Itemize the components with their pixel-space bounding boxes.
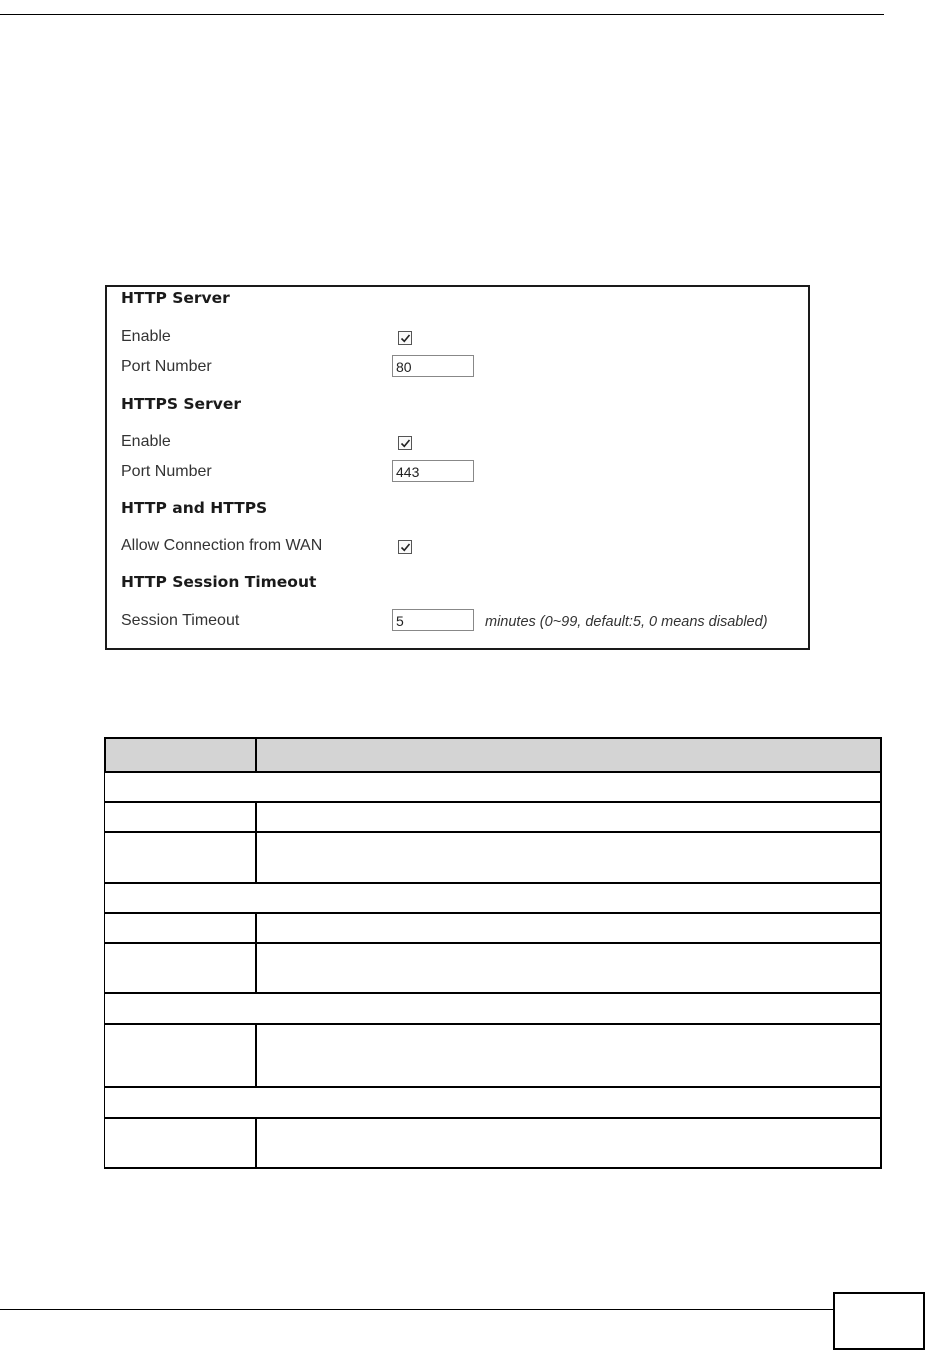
page-number-box xyxy=(833,1292,925,1350)
table-header-row xyxy=(104,737,882,773)
table-row-separator xyxy=(104,882,882,884)
checkmark-icon xyxy=(400,438,411,449)
https-port-input[interactable] xyxy=(392,460,474,482)
http-port-input[interactable] xyxy=(392,355,474,377)
table-header-divider xyxy=(255,737,257,773)
http-enable-checkbox[interactable] xyxy=(398,331,412,345)
http-port-label: Port Number xyxy=(121,358,212,375)
table-column-divider xyxy=(255,1023,257,1088)
allow-wan-checkbox[interactable] xyxy=(398,540,412,554)
table-column-divider xyxy=(255,912,257,994)
session-timeout-input[interactable] xyxy=(392,609,474,631)
header-rule xyxy=(0,14,884,15)
table-row-separator xyxy=(104,1117,882,1119)
http-settings-panel xyxy=(105,285,810,650)
table-row-separator xyxy=(104,831,882,833)
checkmark-icon xyxy=(400,333,411,344)
table-row-separator xyxy=(104,912,882,914)
https-enable-label: Enable xyxy=(121,433,171,450)
http-enable-label: Enable xyxy=(121,328,171,345)
checkmark-icon xyxy=(400,542,411,553)
session-timeout-label: Session Timeout xyxy=(121,612,240,629)
allow-wan-label: Allow Connection from WAN xyxy=(121,537,323,554)
http-server-heading: HTTP Server xyxy=(121,289,230,307)
https-server-heading: HTTPS Server xyxy=(121,395,241,413)
session-timeout-heading: HTTP Session Timeout xyxy=(121,573,317,591)
table-row-separator xyxy=(104,1023,882,1025)
https-enable-checkbox[interactable] xyxy=(398,436,412,450)
table-row-separator xyxy=(104,942,882,944)
table-row-separator xyxy=(104,801,882,803)
field-description-table xyxy=(104,737,882,1169)
table-column-divider xyxy=(255,801,257,883)
table-row-separator xyxy=(104,1086,882,1088)
footer-rule xyxy=(0,1309,835,1310)
table-column-divider xyxy=(255,1117,257,1169)
session-timeout-hint: minutes (0~99, default:5, 0 means disabled) xyxy=(485,614,768,630)
http-and-https-heading: HTTP and HTTPS xyxy=(121,499,268,517)
https-port-label: Port Number xyxy=(121,463,212,480)
table-row-separator xyxy=(104,992,882,994)
